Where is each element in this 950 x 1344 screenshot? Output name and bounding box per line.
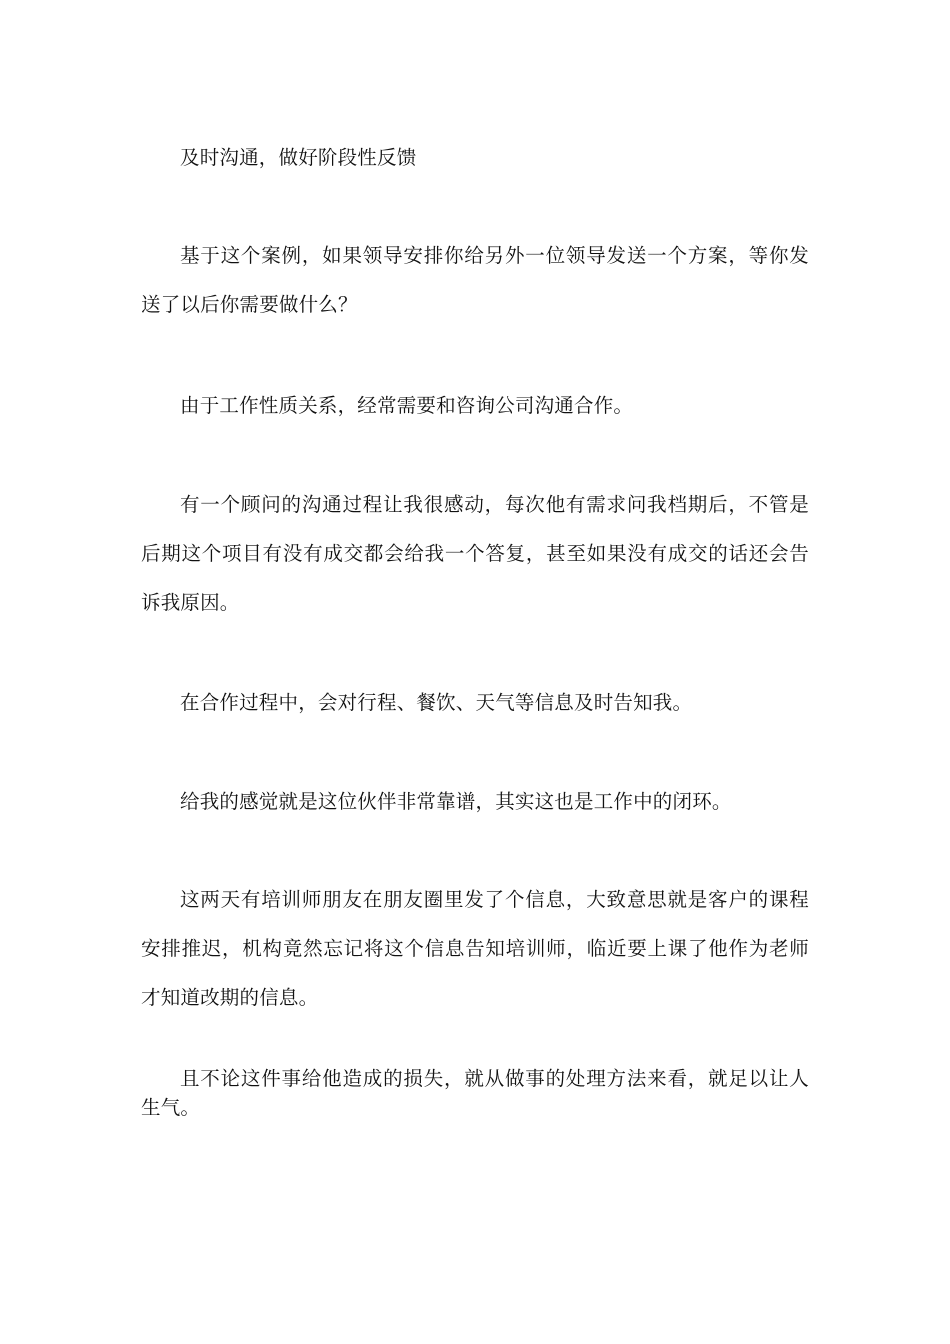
paragraph-4: 有一个顾问的沟通过程让我很感动，每次他有需求问我档期后，不管是后期这个项目有没有成交都会给我一个答复，甚至如果没有成交的话还会告诉我原因。 xyxy=(141,493,809,614)
paragraph-5: 在合作过程中，会对行程、餐饮、天气等信息及时告知我。 xyxy=(180,691,693,714)
paragraph-8: 且不论这件事给他造成的损失，就从做事的处理方法来看，就足以让人生气。 xyxy=(141,1067,809,1119)
paragraph-3: 由于工作性质关系，经常需要和咨询公司沟通合作。 xyxy=(180,394,634,417)
paragraph-1: 及时沟通，做好阶段性反馈 xyxy=(180,146,417,169)
paragraph-6: 给我的感觉就是这位伙伴非常靠谱，其实这也是工作中的闭环。 xyxy=(180,790,732,813)
paragraph-7: 这两天有培训师朋友在朋友圈里发了个信息，大致意思就是客户的课程安排推迟，机构竟然忘记将这个信息告知培训师，临近要上课了他作为老师才知道改期的信息。 xyxy=(141,888,809,1009)
paragraph-2: 基于这个案例，如果领导安排你给另外一位领导发送一个方案，等你发送了以后你需要做什么？ xyxy=(141,244,809,316)
